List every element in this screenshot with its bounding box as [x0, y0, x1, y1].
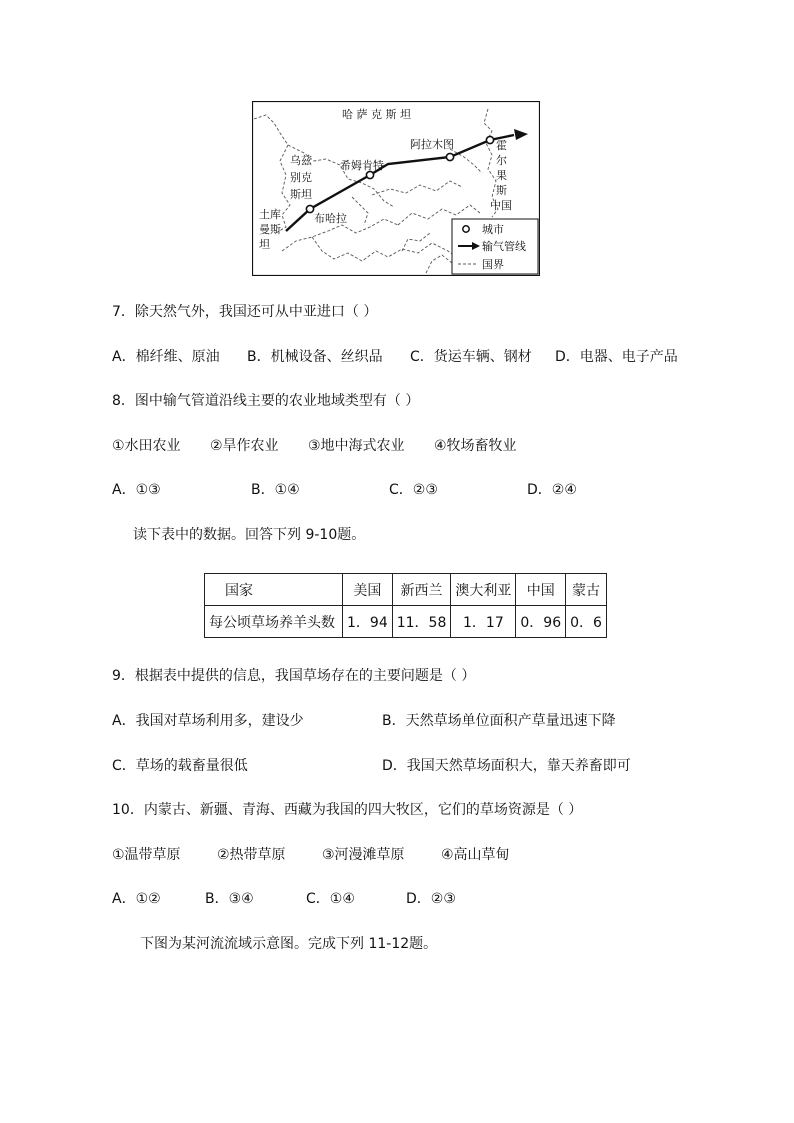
- q7-option-d: D．电器、电子产品: [555, 349, 678, 365]
- q8-stem: 8．图中输气管道沿线主要的农业地域类型有（ ）: [112, 393, 420, 409]
- q8-item-3: ③地中海式农业: [308, 438, 405, 454]
- value-china: 0．96: [516, 606, 566, 638]
- q7-option-c: C．货运车辆、钢材: [410, 349, 532, 365]
- header-australia: 澳大利亚: [451, 574, 516, 606]
- q7-option-b: B．机械设备、丝织品: [247, 349, 383, 365]
- sheep-density-table: [204, 573, 607, 638]
- q8-item-1: ①水田农业: [112, 438, 181, 454]
- label-kazakhstan: 哈 萨 克 斯 坦: [342, 108, 411, 121]
- table-row: [205, 606, 607, 638]
- city-bukhara-marker: [306, 205, 313, 212]
- pipeline-map: [252, 101, 540, 276]
- q8-option-c: C．②③: [389, 482, 438, 498]
- q9-stem: 9．根据表中提供的信息，我国草场存在的主要问题是（ ）: [112, 668, 476, 684]
- city-khorgos-marker: [486, 136, 493, 143]
- label-shymkent: 希姆肯特: [340, 159, 384, 172]
- q8-item-4: ④牧场畜牧业: [434, 438, 517, 454]
- q8-option-b: B．①④: [251, 482, 300, 498]
- q9-option-a: A．我国对草场利用多，建设少: [112, 713, 304, 729]
- header-mongolia: 蒙古: [566, 574, 607, 606]
- map-legend: [452, 219, 538, 274]
- label-uzbekistan-2: 别克: [290, 171, 312, 184]
- value-australia: 1．17: [451, 606, 516, 638]
- legend-pipeline-label: 输气管线: [482, 240, 526, 253]
- next-section-intro: 下图为某河流流域示意图。完成下列 11-12题。: [140, 936, 438, 952]
- value-mongolia: 0．6: [566, 606, 607, 638]
- label-china: 中国: [490, 199, 512, 212]
- table-header-row: [205, 574, 607, 606]
- q10-option-a: A．①②: [112, 891, 161, 907]
- city-almaty-marker: [446, 153, 453, 160]
- value-new-zealand: 11．58: [392, 606, 451, 638]
- q10-item-1: ①温带草原: [112, 847, 181, 863]
- row-label: 每公顷草场养羊头数: [205, 606, 343, 638]
- label-turkmenistan-1: 土库: [259, 208, 281, 221]
- label-khorgos-3: 果: [496, 169, 507, 182]
- q8-option-d: D．②④: [527, 482, 577, 498]
- label-turkmenistan-2: 曼斯: [259, 223, 281, 236]
- q10-option-d: D．②③: [406, 891, 456, 907]
- header-usa: 美国: [343, 574, 393, 606]
- table-intro: 读下表中的数据。回答下列 9-10题。: [133, 527, 366, 543]
- legend-city-label: 城市: [482, 223, 504, 236]
- label-almaty: 阿拉木图: [410, 138, 454, 151]
- q7-option-a: A．棉纤维、原油: [112, 349, 220, 365]
- header-new-zealand: 新西兰: [392, 574, 451, 606]
- q10-item-2: ②热带草原: [217, 847, 286, 863]
- header-country: 国家: [205, 574, 343, 606]
- q10-item-4: ④高山草甸: [441, 847, 510, 863]
- label-bukhara: 布哈拉: [314, 212, 347, 225]
- q10-option-c: C．①④: [306, 891, 355, 907]
- header-china: 中国: [516, 574, 566, 606]
- q8-option-a: A．①③: [112, 482, 161, 498]
- label-turkmenistan-3: 坦: [259, 238, 270, 251]
- legend-border-label: 国界: [482, 258, 504, 271]
- q9-option-b: B．天然草场单位面积产草量迅速下降: [382, 713, 616, 729]
- city-shymkent-marker: [366, 171, 373, 178]
- q10-option-b: B．③④: [205, 891, 254, 907]
- q8-item-2: ②旱作农业: [210, 438, 279, 454]
- label-uzbekistan-3: 斯坦: [290, 188, 312, 201]
- q9-option-d: D．我国天然草场面积大，靠天养畜即可: [382, 758, 631, 774]
- legend-city-icon: [463, 226, 469, 232]
- q9-option-c: C．草场的载畜量很低: [112, 758, 248, 774]
- q10-item-3: ③河漫滩草原: [322, 847, 405, 863]
- q10-stem: 10．内蒙古、新疆、青海、西藏为我国的四大牧区，它们的草场资源是（ ）: [112, 802, 583, 818]
- label-uzbekistan-1: 乌兹: [290, 154, 312, 167]
- label-khorgos-4: 斯: [496, 184, 507, 197]
- value-usa: 1．94: [343, 606, 393, 638]
- label-khorgos-2: 尔: [496, 154, 507, 167]
- label-khorgos-1: 霍: [496, 139, 507, 152]
- q7-stem: 7．除天然气外，我国还可从中亚进口（ ）: [112, 304, 378, 320]
